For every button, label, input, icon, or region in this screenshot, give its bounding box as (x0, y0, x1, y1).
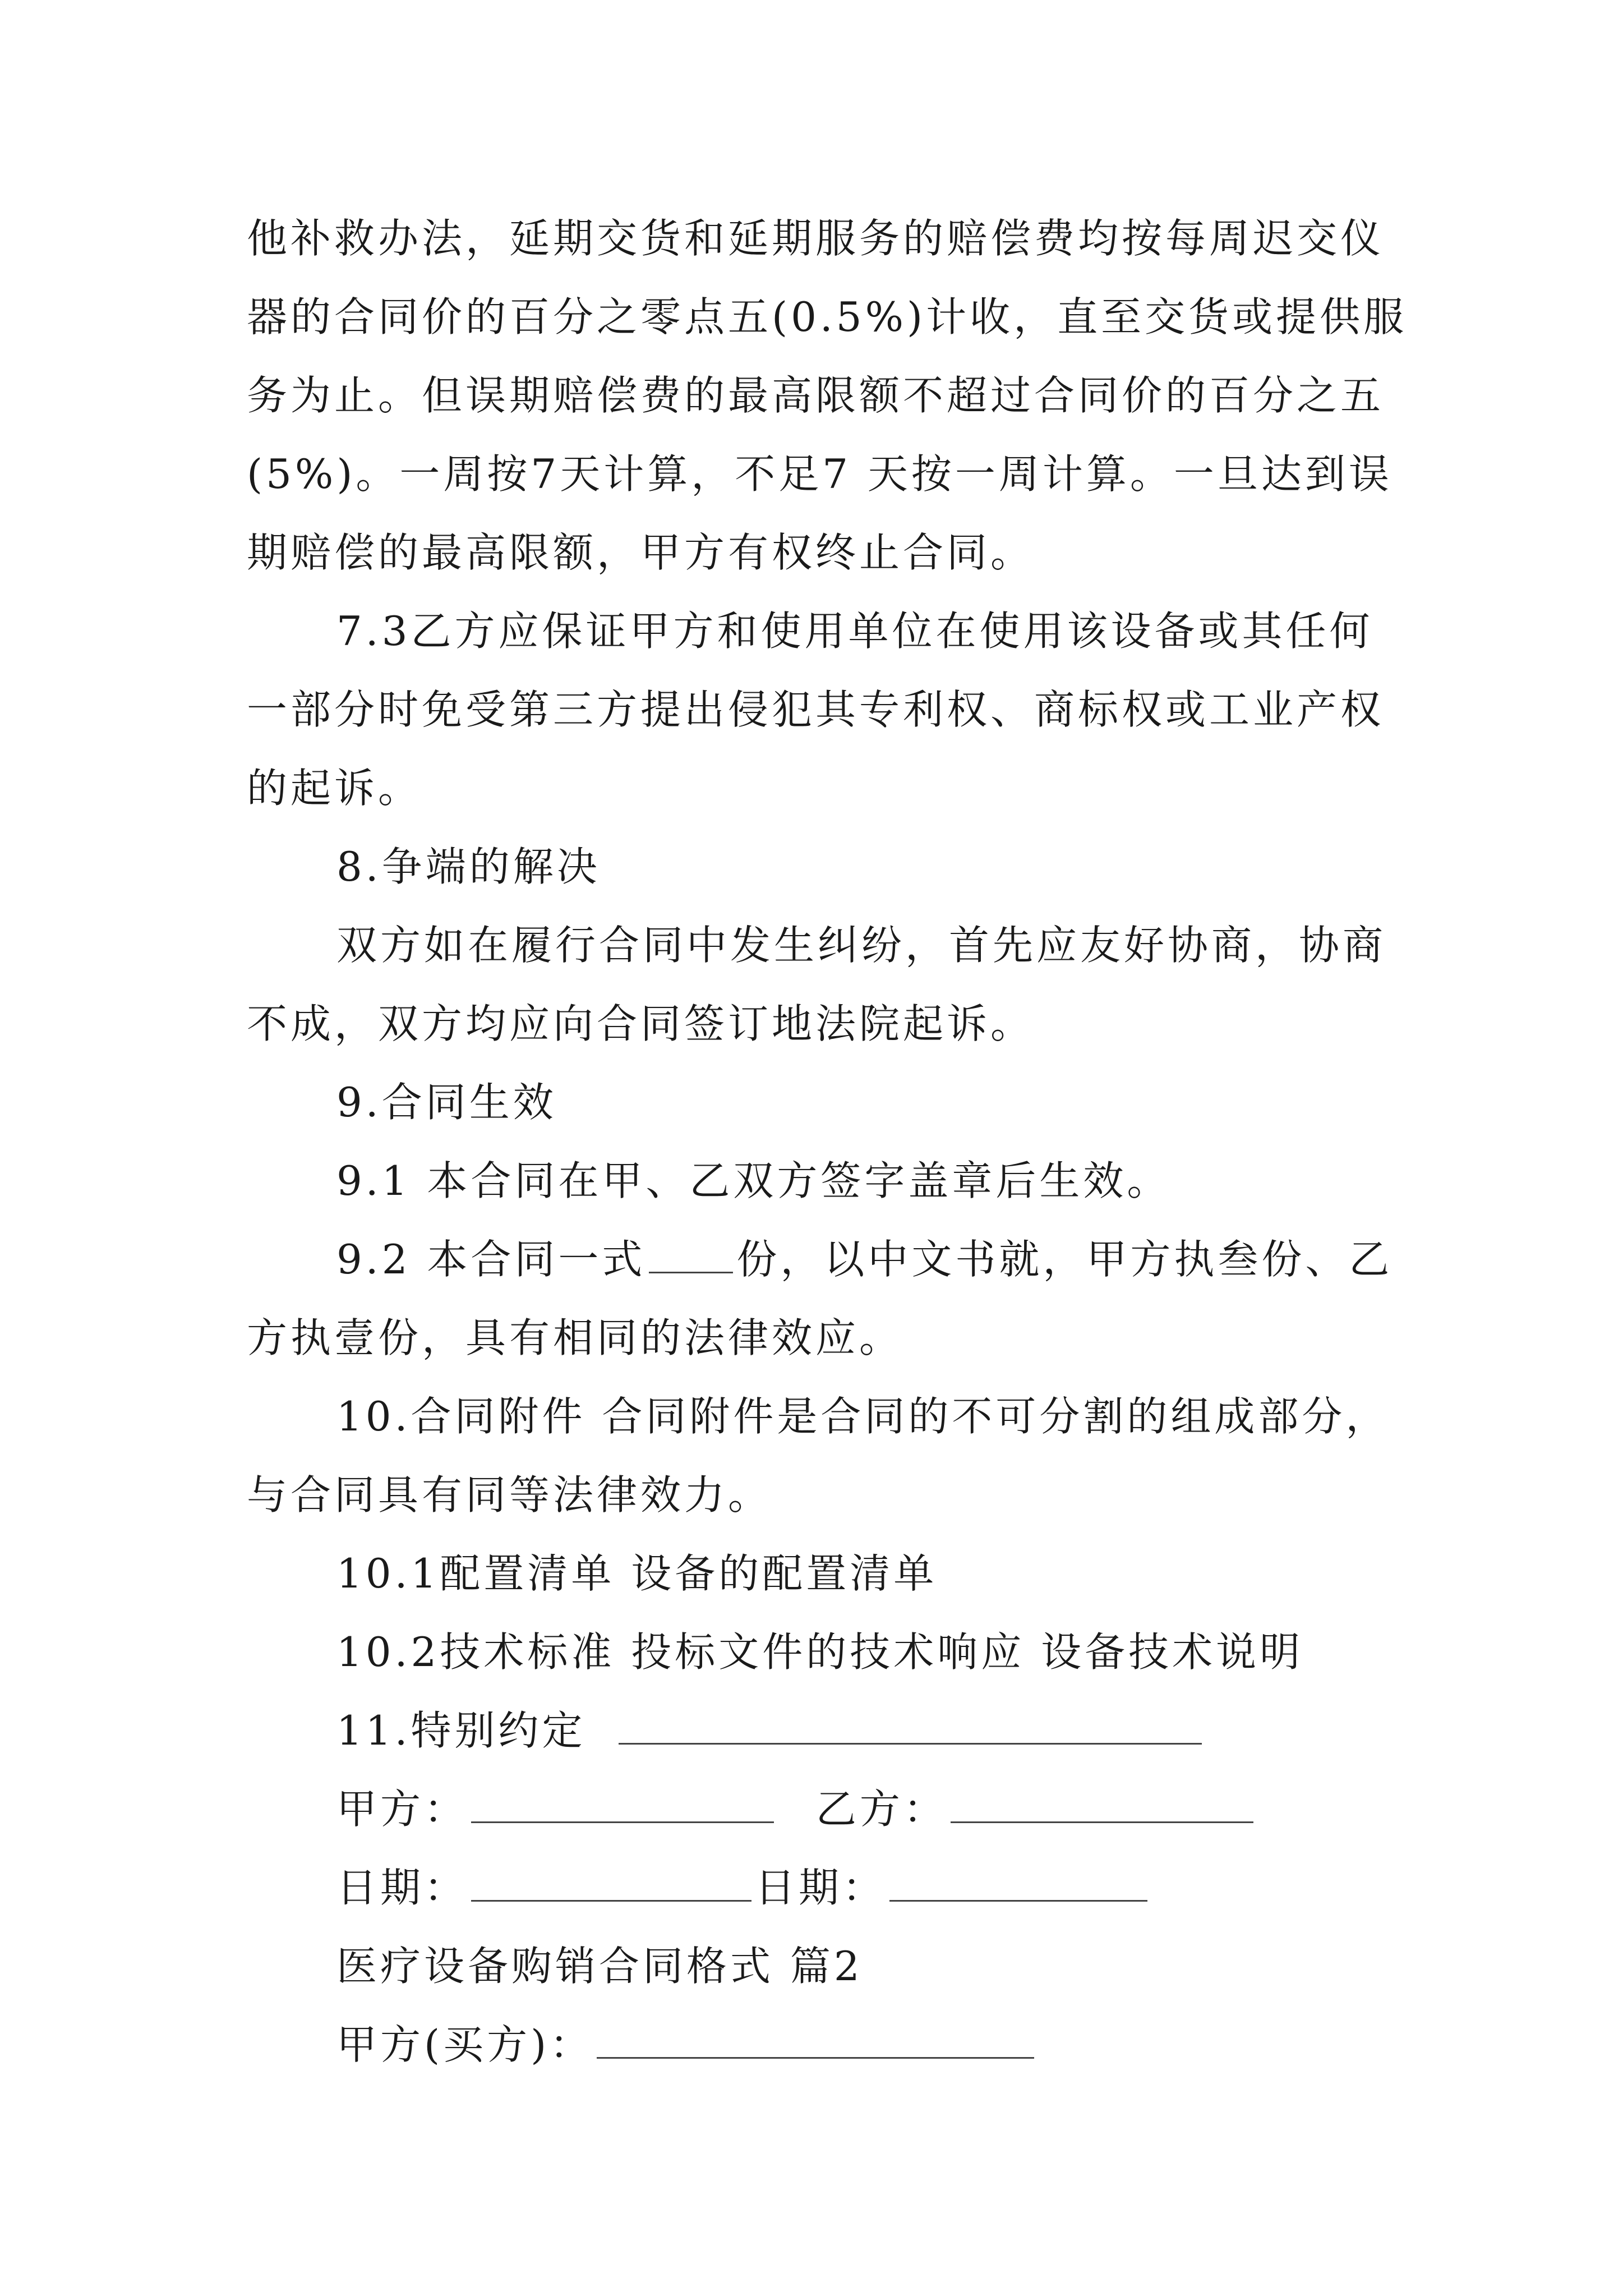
copies-prefix: 9.2 本合同一式 (336, 1236, 646, 1283)
clause-7-3: 7.3乙方应保证甲方和使用单位在使用该设备或其任何 (336, 608, 1373, 655)
paragraph-line: 一部分时免受第三方提出侵犯其专利权、商标权或工业产权 (247, 686, 1385, 733)
date-b-blank[interactable] (889, 1861, 1147, 1902)
special-agreement-line (336, 1703, 1205, 1759)
special-agreement-label: 11.特别约定 (336, 1707, 586, 1754)
date-a-blank[interactable] (471, 1861, 751, 1902)
signature-line (336, 1781, 1257, 1837)
party-a-blank[interactable] (471, 1782, 774, 1823)
paragraph-line: 双方如在履行合同中发生纠纷，首先应友好协商，协商 (336, 922, 1387, 969)
date-a-label: 日期： (336, 1864, 468, 1911)
paragraph-line: 务为止。但误期赔偿费的最高限额不超过合同价的百分之五 (247, 372, 1385, 419)
section-heading-10: 10.合同附件 合同附件是合同的不可分割的组成部分， (336, 1393, 1390, 1440)
copies-suffix: 份，以中文书就，甲方执叁份、乙 (736, 1236, 1393, 1283)
paragraph-line: 他补救办法，延期交货和延期服务的赔偿费均按每周迟交仪 (247, 215, 1385, 262)
paragraph-line: 的起诉。 (247, 765, 422, 812)
paragraph-line: (5%)。一周按7天计算，不足7 天按一周计算。一旦达到误 (247, 450, 1393, 498)
special-agreement-blank[interactable] (619, 1704, 1202, 1745)
section-heading-9: 9.合同生效 (336, 1079, 557, 1126)
clause-10-2: 10.2技术标准 投标文件的技术响应 设备技术说明 (336, 1628, 1304, 1676)
party-b-label: 乙方： (815, 1786, 947, 1833)
buyer-blank[interactable] (597, 2018, 1034, 2059)
copies-blank[interactable] (649, 1232, 733, 1273)
date-b-label: 日期： (755, 1864, 887, 1911)
section-title-part-2: 医疗设备购销合同格式 篇2 (336, 1943, 863, 1990)
buyer-line (336, 2017, 1038, 2073)
clause-10-1: 10.1配置清单 设备的配置清单 (336, 1550, 938, 1597)
buyer-label: 甲方(买方)： (336, 2021, 594, 2068)
paragraph-line: 器的合同价的百分之零点五(0.5%)计收，直至交货或提供服 (247, 293, 1408, 341)
section-heading-8: 8.争端的解决 (336, 843, 601, 890)
party-b-blank[interactable] (951, 1782, 1253, 1823)
paragraph-line: 期赔偿的最高限额，甲方有权终止合同。 (247, 529, 1035, 576)
date-line (336, 1860, 1151, 1916)
clause-9-2 (336, 1231, 1393, 1287)
clause-9-1: 9.1 本合同在甲、乙双方签字盖章后生效。 (336, 1157, 1171, 1204)
paragraph-line: 方执壹份，具有相同的法律效应。 (247, 1314, 903, 1361)
paragraph-line: 与合同具有同等法律效力。 (247, 1471, 772, 1519)
party-a-label: 甲方： (336, 1786, 468, 1833)
paragraph-line: 不成，双方均应向合同签订地法院起诉。 (247, 1000, 1035, 1047)
